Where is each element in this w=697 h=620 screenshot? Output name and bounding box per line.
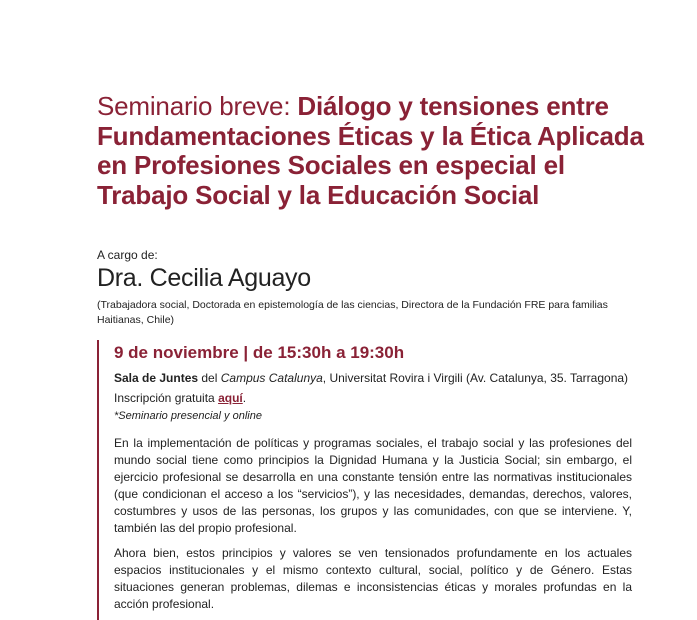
registration-end: . — [242, 391, 247, 405]
speaker-credentials: (Trabajadora social, Doctorada en epistemología de las ciencias, Directora de la Fundación FRE para familias Haitianas, Chile) — [97, 299, 608, 326]
speaker-label: A cargo de: — [97, 248, 158, 262]
body-paragraph-1: En la implementación de políticas y programas sociales, el trabajo social y las profesiones del mundo social tiene como principios la Dignidad Humana y la Justicia Social; sin embargo, el ejercicio profesional se desarrolla en una constante tensión entre las normativas institucionales (que condicionan el acceso a los “servicios”), y las necesidades, demandas, derechos, valores, costumbres y usos de las personas, los grupos y las comunidades, con que se interviene. Y, también las del propio profesional. — [114, 436, 632, 535]
title-main: Diálogo y tensiones entre Fundamentaciones Éticas y la Ética Aplicada en Profesiones Sociales en especial el Trabajo Social y la Educación Social — [97, 91, 644, 210]
registration — [114, 391, 246, 405]
venue-name: Sala de Juntes — [114, 371, 199, 385]
event-section — [97, 340, 644, 620]
event-date: 9 de noviembre | de 15:30h a 19:30h — [114, 343, 405, 362]
speaker-name: Dra. Cecilia Aguayo — [97, 264, 311, 292]
event-note: *Seminario presencial y online — [114, 410, 262, 422]
title-prefix: Seminario breve: — [97, 91, 298, 121]
venue-del: del — [198, 371, 221, 385]
venue-address: , Universitat Rovira i Virgili (Av. Catalunya, 35. Tarragona) — [322, 371, 629, 385]
event-venue — [114, 371, 628, 385]
seminar-title — [97, 92, 657, 210]
venue-campus: Campus Catalunya — [220, 371, 323, 385]
registration-text: Inscripción gratuita — [114, 391, 219, 405]
registration-link[interactable]: aquí — [218, 391, 243, 405]
body-paragraph-2: Ahora bien, estos principios y valores se ven tensionados profundamente en los actuales espacios institucionales y el mismo contexto cultural, social, político y de Género. Estas situaciones generan problemas, dilemas e inconsistencias éticas y morales profundas en la acción profesional. — [114, 546, 632, 611]
